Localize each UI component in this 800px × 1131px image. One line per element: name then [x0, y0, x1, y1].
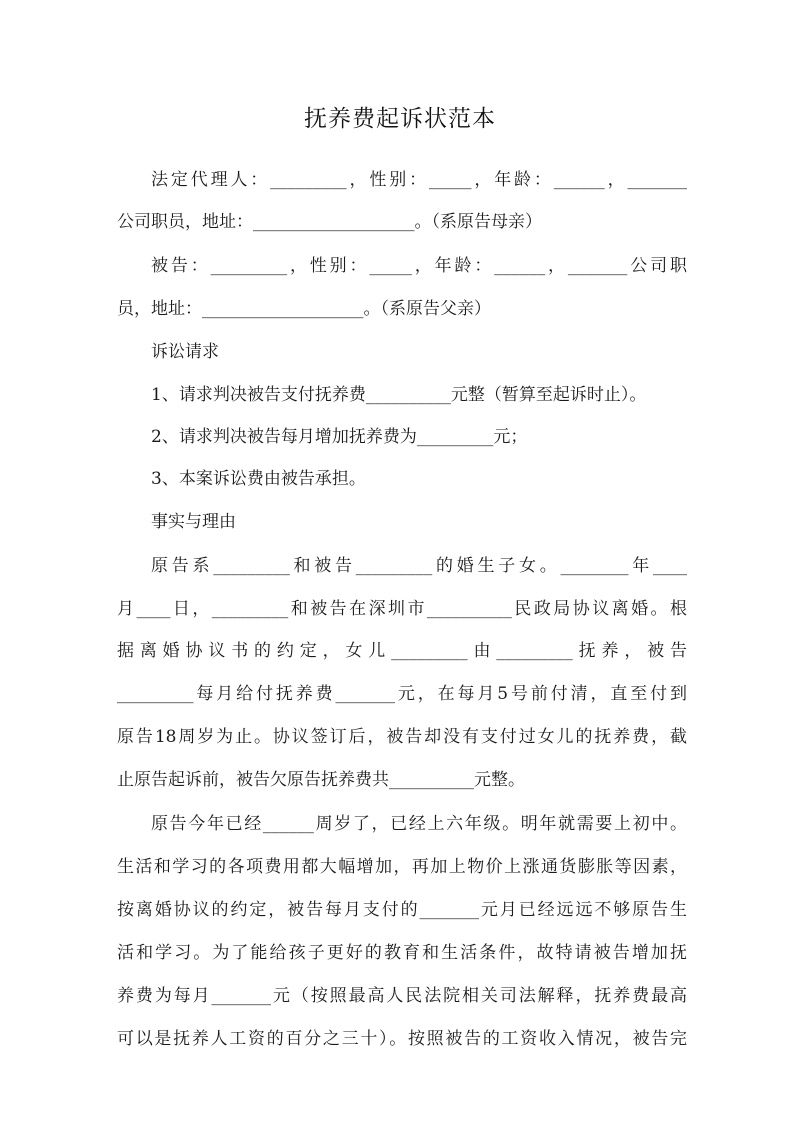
facts-paragraph-1-line-6: 止原告起诉前，被告欠原告抚养费共__________元整。 — [117, 770, 525, 790]
facts-heading: 事实与理由 — [151, 512, 236, 532]
facts-paragraph-2-line-1: 原告今年已经______周岁了，已经上六年级。明年就需要上初中。 — [151, 814, 687, 834]
facts-paragraph-1-line-3: 据离婚协议书的约定，女儿_________由_________抚养，被告 — [117, 641, 687, 661]
claim-2: 2、请求判决被告每月增加抚养费为_________元； — [151, 427, 528, 447]
legal-representative-address-line: 公司职员，地址：___________________。（系原告母亲） — [117, 212, 542, 232]
claim-3: 3、本案诉讼费由被告承担。 — [151, 469, 366, 489]
legal-representative-line: 法定代理人：_________，性别：_____，年龄：______，_______ — [151, 170, 687, 190]
facts-paragraph-1-line-5: 原告18周岁为止。协议签订后，被告却没有支付过女儿的抚养费，截 — [117, 727, 687, 747]
facts-paragraph-1-line-2: 月____日，_________和被告在深圳市__________民政局协议离婚。根 — [117, 599, 687, 619]
defendant-address-line: 员，地址：___________________。（系原告父亲） — [117, 299, 491, 319]
facts-paragraph-2-line-4: 活和学习。为了能给孩子更好的教育和生活条件，故特请被告增加抚 — [117, 943, 687, 963]
facts-paragraph-1-line-1: 原告系_________和被告_________的婚生子女。________年____ — [151, 556, 687, 576]
facts-paragraph-2-line-2: 生活和学习的各项费用都大幅增加，再加上物价上涨通货膨胀等因素， — [117, 857, 687, 877]
facts-paragraph-1-line-4: _________每月给付抚养费_______元，在每月5号前付清，直至付到 — [117, 684, 687, 704]
document-title: 抚养费起诉状范本 — [304, 106, 496, 132]
claim-1: 1、请求判决被告支付抚养费__________元整（暂算至起诉时止）。 — [151, 385, 647, 405]
facts-paragraph-2-line-6: 可以是抚养人工资的百分之三十）。按照被告的工资收入情况，被告完 — [117, 1029, 687, 1049]
facts-paragraph-2-line-3: 按离婚协议的约定，被告每月支付的_______元月已经远远不够原告生 — [117, 900, 687, 920]
defendant-line: 被告：_________，性别：_____，年龄：______，_______公司职 — [151, 256, 687, 276]
facts-paragraph-2-line-5: 养费为每月_______元（按照最高人民法院相关司法解释，抚养费最高 — [117, 986, 687, 1006]
claims-heading: 诉讼请求 — [151, 342, 219, 362]
